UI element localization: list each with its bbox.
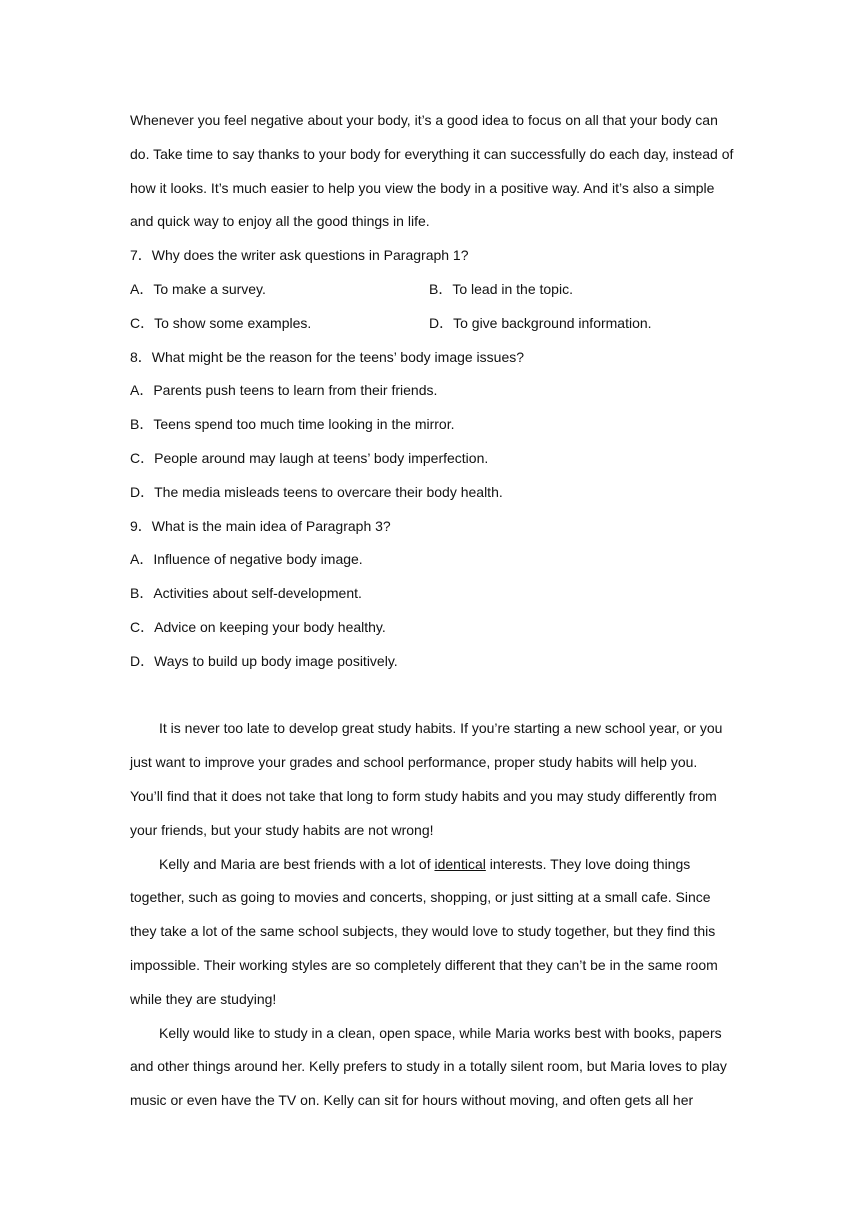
option-d: D．Ways to build up body image positively. <box>130 652 398 669</box>
text-line: and other things around her. Kelly prefers to study in a totally silent room, but Maria loves to play <box>130 1058 727 1075</box>
text-segment: Kelly and Maria are best friends with a lot of <box>159 855 435 872</box>
text-line: they take a lot of the same school subjects, they would love to study together, but they find this <box>130 923 716 940</box>
option-a: A．To make a survey. <box>130 280 266 297</box>
section-spacer <box>130 679 730 713</box>
text-line: your friends, but your study habits are not wrong! <box>130 821 434 838</box>
option-b: B．Teens spend too much time looking in the mirror. <box>130 416 455 433</box>
question-9 <box>130 510 730 679</box>
option-d: D．To give background information. <box>429 314 652 331</box>
document-page <box>130 104 734 1118</box>
text-line: Whenever you feel negative about your body, it’s a good idea to focus on all that your body can <box>130 112 718 128</box>
text-line: impossible. Their working styles are so completely different that they can’t be in the same room <box>130 956 718 973</box>
option-b: B．To lead in the topic. <box>429 280 573 297</box>
text-line: just want to improve your grades and school performance, proper study habits will help you. <box>130 754 698 771</box>
question-stem: 8．What might be the reason for the teens’ body image issues? <box>130 348 525 365</box>
question-stem: 7．Why does the writer ask questions in Paragraph 1? <box>130 247 469 264</box>
paragraph-2 <box>130 848 730 1017</box>
option-c: C．Advice on keeping your body healthy. <box>130 618 386 635</box>
text-line: and quick way to enjoy all the good things in life. <box>130 213 430 230</box>
text-line: together, such as going to movies and concerts, shopping, or just sitting at a small cafe. Since <box>130 889 711 906</box>
question-8 <box>130 341 730 510</box>
option-row <box>130 273 730 307</box>
option-c: C．To show some examples. <box>130 314 312 331</box>
option-d: D．The media misleads teens to overcare their body health. <box>130 483 503 500</box>
passage-2 <box>130 712 730 1118</box>
text-line: how it looks. It’s much easier to help you view the body in a positive way. And it’s also a simple <box>130 179 715 196</box>
text-line <box>130 848 730 882</box>
passage-end <box>130 104 734 239</box>
paragraph-1 <box>130 712 730 847</box>
underlined-word: identical <box>434 855 486 872</box>
option-row <box>130 307 730 341</box>
option-b: B．Activities about self-development. <box>130 585 362 602</box>
text-segment: interests. They love doing things <box>485 855 691 872</box>
text-line: do. Take time to say thanks to your body for everything it can successfully do each day, instead of <box>130 145 734 162</box>
text-line: You’ll find that it does not take that long to form study habits and you may study differently from <box>130 787 717 804</box>
text-line: music or even have the TV on. Kelly can sit for hours without moving, and often gets all her <box>130 1092 694 1109</box>
question-7 <box>130 239 730 340</box>
option-a: A．Parents push teens to learn from their friends. <box>130 382 438 399</box>
paragraph-3 <box>130 1017 730 1118</box>
question-stem: 9．What is the main idea of Paragraph 3? <box>130 517 391 534</box>
text-line: Kelly would like to study in a clean, open space, while Maria works best with books, papers <box>159 1024 722 1041</box>
option-a: A．Influence of negative body image. <box>130 551 363 568</box>
text-line: while they are studying! <box>130 990 277 1007</box>
text-line: It is never too late to develop great study habits. If you’re starting a new school year, or you <box>159 720 723 737</box>
option-c: C．People around may laugh at teens’ body imperfection. <box>130 449 489 466</box>
